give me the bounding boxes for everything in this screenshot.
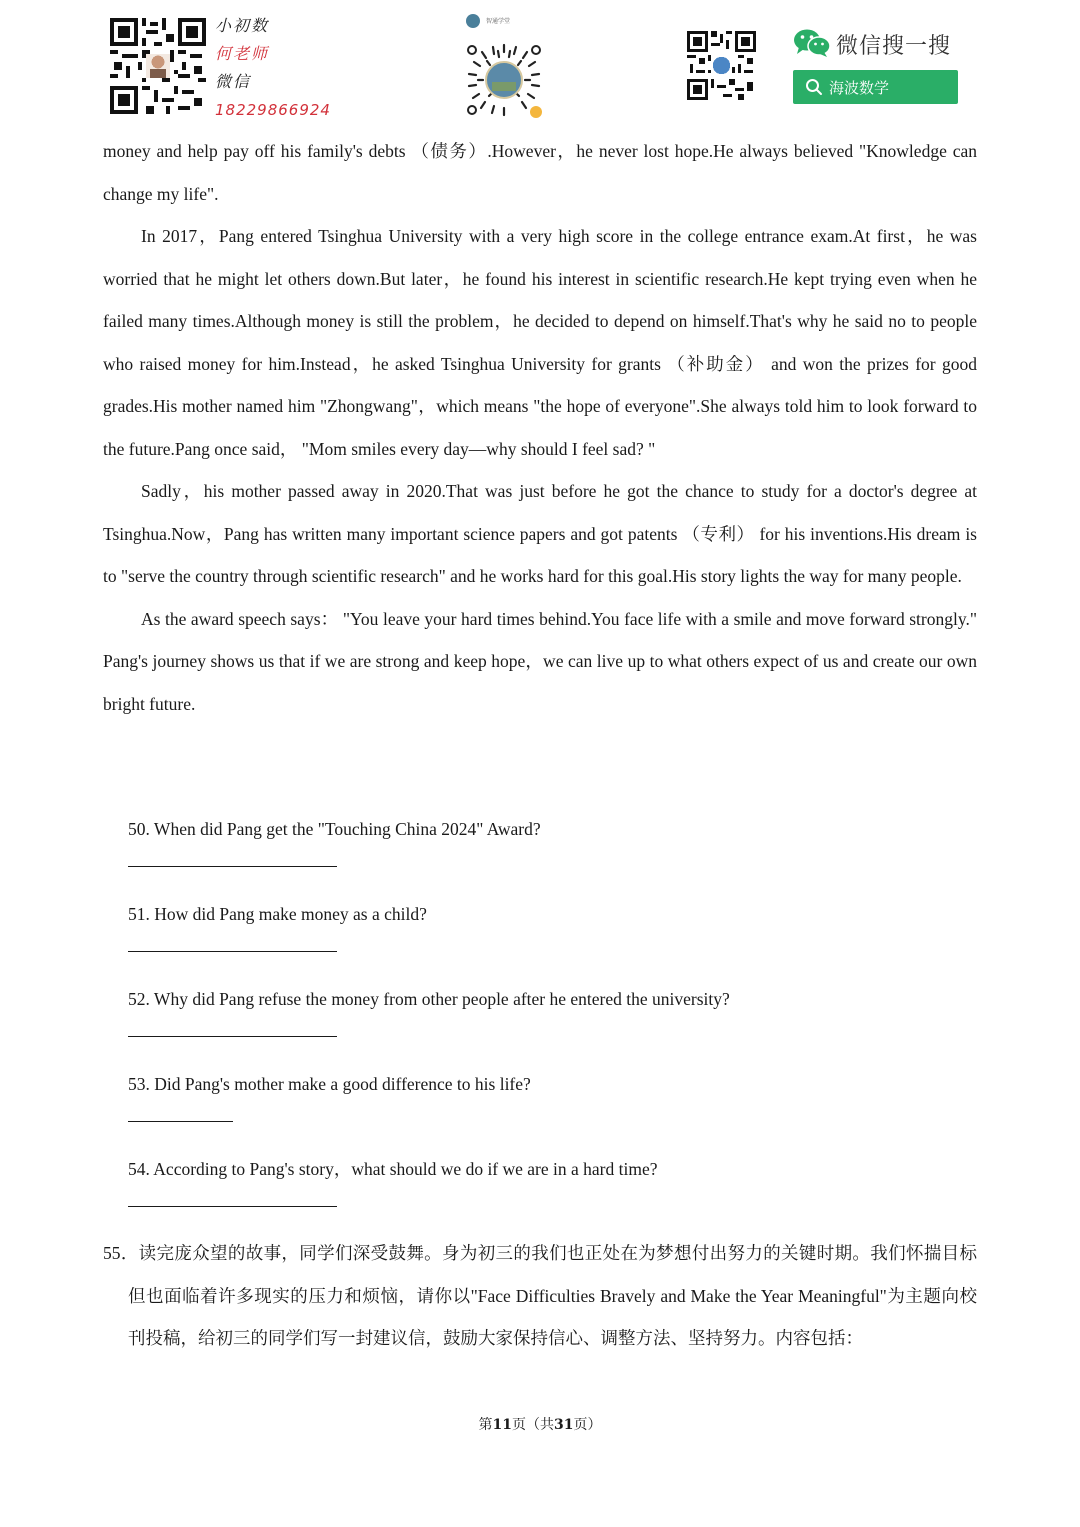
brand-name: 智通学堂	[486, 18, 511, 25]
question-text: 53. Did Pang's mother make a good difference to his life?	[128, 1074, 531, 1094]
footer-mid: 页（共	[512, 1417, 554, 1433]
passage-paragraph: As the award speech says： "You leave your hard times behind.You face life with a smile and move forward strongly." Pang's journey shows us that if we are strong and keep hope，we can live up to what others expect of us and create our own bright future.	[103, 608, 977, 714]
contact-line-3: 微信	[215, 72, 252, 91]
contact-line-2: 何老师	[215, 44, 270, 63]
question-50	[128, 817, 978, 867]
total-page-count: 31	[554, 1417, 574, 1433]
passage-paragraph: money and help pay off his family's debts （债务）.However，he never lost hope.He always believed "Knowledge can change my life".	[103, 141, 977, 204]
wechat-search-keyword: 海波数学	[829, 79, 890, 97]
mini-program-code	[464, 40, 544, 120]
wechat-search-label: 微信搜一搜	[836, 34, 952, 59]
reading-passage	[103, 130, 977, 725]
teacher-qr-code	[110, 18, 206, 114]
question-text: 50. When did Pang get the "Touching China 2024" Award?	[128, 819, 541, 839]
question-53	[128, 1072, 978, 1122]
question-text: 51. How did Pang make money as a child?	[128, 904, 427, 924]
writing-task-55	[103, 1232, 977, 1360]
passage-paragraph: In 2017，Pang entered Tsinghua University with a very high score in the college entrance exam.At first，he was worried that he might let others down.But later，he found his interest in scientific research.He kept trying even when he failed many times.Although money is still the problem，he decided to depend on himself.That's why he said no to people who raised money for him.Instead，he asked Tsinghua University for grants （补助金） and won the prizes for good grades.His mother named him "Zhongwang"，which means "the hope of everyone".She always told him to look forward to the future.Pang once said， "Mom smiles every day—why should I feel sad? "	[103, 226, 977, 459]
search-icon	[805, 78, 823, 100]
current-page-number: 11	[492, 1417, 512, 1433]
wechat-logo-icon	[793, 28, 831, 63]
question-51	[128, 902, 978, 952]
wechat-search-button[interactable]	[793, 70, 958, 104]
answer-blank[interactable]	[128, 951, 337, 952]
answer-blank[interactable]	[128, 1036, 337, 1037]
page-header	[0, 0, 1080, 130]
contact-phone: 18229866924	[215, 101, 331, 119]
question-54	[128, 1157, 978, 1207]
question-text: 52. Why did Pang refuse the money from other people after he entered the university?	[128, 989, 730, 1009]
writing-task-text: 55．读完庞众望的故事，同学们深受鼓舞。身为初三的我们也正处在为梦想付出努力的关键时期。我们怀揣目标但也面临着许多现实的压力和烦恼，请你以"Face Difficulties Bravely and Make the Year Meaningful"为主题向校刊投稿，给初三的同学们写一封建议信，鼓励大家保持信心、调整方法、坚持努力。内容包括：	[103, 1243, 977, 1348]
teacher-contact-info	[215, 12, 335, 124]
passage-paragraph: Sadly，his mother passed away in 2020.That was just before he got the chance to study for a doctor's degree at Tsinghua.Now，Pang has written many important science papers and got patents （专利） for his inventions.His dream is to "serve the country through scientific research" and he works hard for this goal.His story lights the way for many people.	[103, 481, 977, 586]
question-52	[128, 987, 978, 1037]
footer-prefix: 第	[478, 1417, 493, 1433]
answer-blank[interactable]	[128, 1206, 337, 1207]
question-text: 54. According to Pang's story，what should we do if we are in a hard time?	[128, 1159, 658, 1179]
answer-blank[interactable]	[128, 866, 337, 867]
answer-blank[interactable]	[128, 1121, 233, 1122]
footer-suffix: 页）	[573, 1417, 602, 1433]
brand-logo-icon	[466, 14, 480, 28]
contact-line-1: 小初数	[215, 16, 270, 35]
wechat-search-qr-code	[687, 31, 756, 100]
page-number-footer	[0, 1414, 1080, 1434]
